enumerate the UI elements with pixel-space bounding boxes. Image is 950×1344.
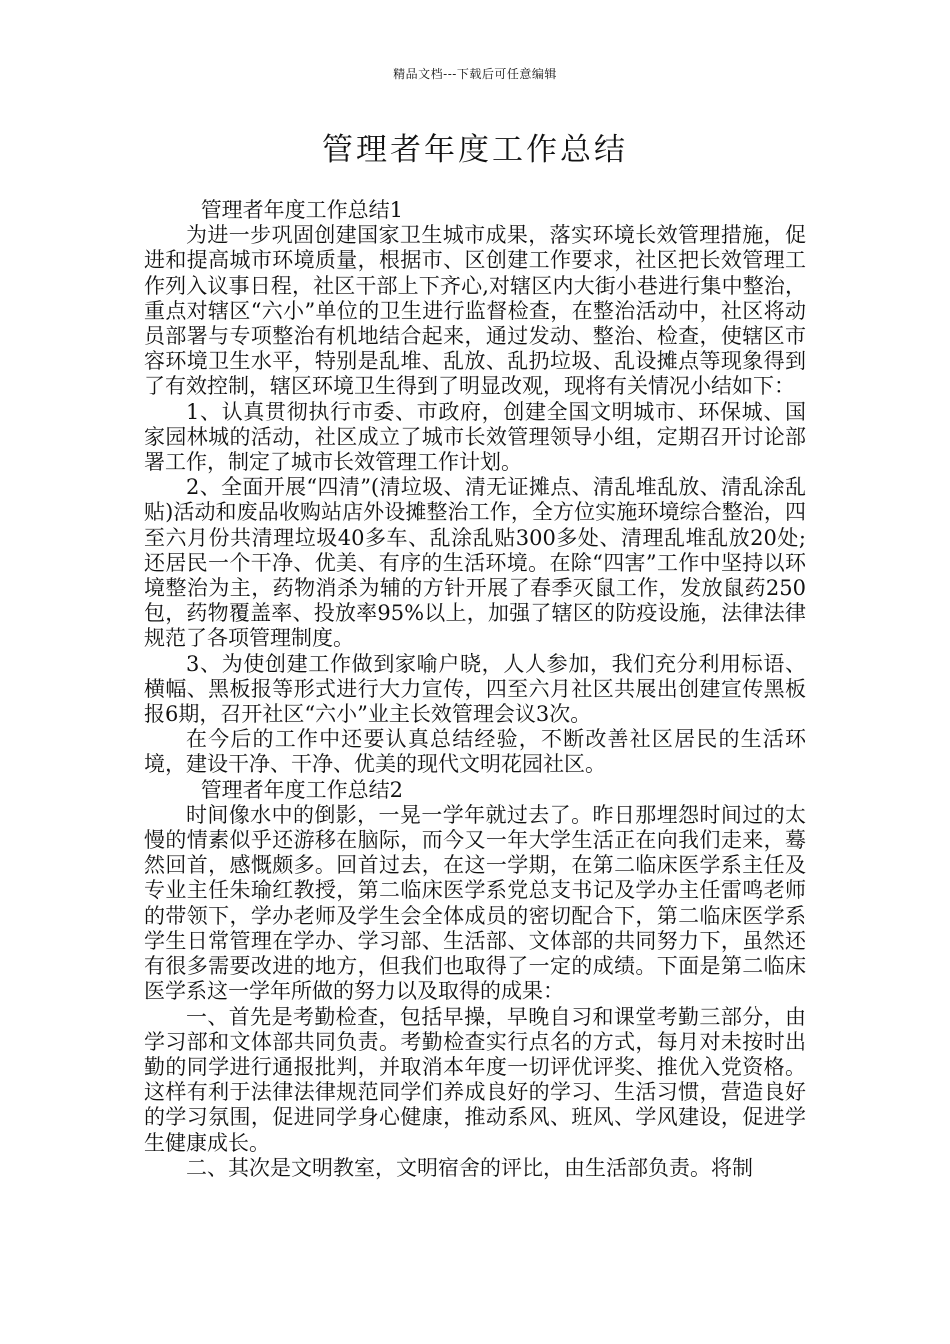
section-heading-1: 管理者年度工作总结1: [200, 198, 404, 222]
page-header: 精品文档---下载后可任意编辑: [393, 67, 557, 81]
section-heading-2: 管理者年度工作总结2: [200, 777, 404, 802]
paragraph-1-3: 2、全面开展“四清”(清垃圾、清无证摊点、清乱堆乱放、清乱涂乱贴)活动和废品收购站店外设摊整治工作，全方位实施环境综合整治，四至六月份共清理垃圾40多车、乱涂乱贴300多处、清理乱堆乱放20处;还居民一个干净、优美、有序的生活环境。在除“四害”工作中坚持以环境整治为主，药物消杀为辅的方针开展了春季灭鼠工作，发放鼠药250包，药物覆盖率、投放率95%以上，加强了辖区的防疫设施，法律法律规范了各项管理制度。: [144, 475, 806, 651]
paragraph-1-1: 为进一步巩固创建国家卫生城市成果，落实环境长效管理措施，促进和提高城市环境质量，根据市、区创建工作要求，社区把长效管理工作列入议事日程，社区干部上下齐心,对辖区内大街小巷进行集中整治，重点对辖区“六小”单位的卫生进行监督检查，在整治活动中，社区将动员部署与专项整治有机地结合起来，通过发动、整治、检查，使辖区市容环境卫生水平，特别是乱堆、乱放、乱扔垃圾、乱设摊点等现象得到了有效控制，辖区环境卫生得到了明显改观，现将有关情况小结如下：: [144, 223, 806, 399]
paragraph-2-1: 时间像水中的倒影，一晃一学年就过去了。昨日那埋怨时间过的太慢的情素似乎还游移在脑际，而今又一年大学生活正在向我们走来，蓦然回首，感慨颇多。回首过去，在这一学期，在第二临床医学系主任及专业主任朱瑜红教授，第二临床医学系党总支书记及学办主任雷鸣老师的带领下，学办老师及学生会全体成员的密切配合下，第二临床医学系学生日常管理在学办、学习部、生活部、文体部的共同努力下，虽然还有很多需要改进的地方，但我们也取得了一定的成绩。下面是第二临床医学系这一学年所做的努力以及取得的成果：: [144, 802, 806, 1004]
paragraph-2-2: 一、首先是考勤检查，包括早操，早晚自习和课堂考勤三部分，由学习部和文体部共同负责。考勤检查实行点名的方式，每月对未按时出勤的同学进行通报批判，并取消本年度一切评优评奖、推优入党资格。这样有利于法律法律规范同学们养成良好的学习、生活习惯，营造良好的学习氛围，促进同学身心健康，推动系风、班风、学风建设，促进学生健康成长。: [144, 1004, 806, 1155]
paragraph-1-4: 3、为使创建工作做到家喻户晓，人人参加，我们充分利用标语、横幅、黑板报等形式进行大力宣传，四至六月社区共展出创建宣传黑板报6期，召开社区“六小”业主长效管理会议3次。: [144, 651, 806, 727]
paragraph-1-5: 在今后的工作中还要认真总结经验，不断改善社区居民的生活环境，建设干净、干净、优美的现代文明花园社区。: [144, 727, 806, 777]
paragraph-2-3: 二、其次是文明教室，文明宿舍的评比，由生活部负责。将制: [186, 1155, 753, 1180]
document-body: [144, 198, 806, 1181]
paragraph-1-2: 1、认真贯彻执行市委、市政府，创建全国文明城市、环保城、国家园林城的活动，社区成立了城市长效管理领导小组，定期召开讨论部署工作，制定了城市长效管理工作计划。: [144, 399, 806, 475]
document-title: 管理者年度工作总结: [322, 132, 628, 168]
